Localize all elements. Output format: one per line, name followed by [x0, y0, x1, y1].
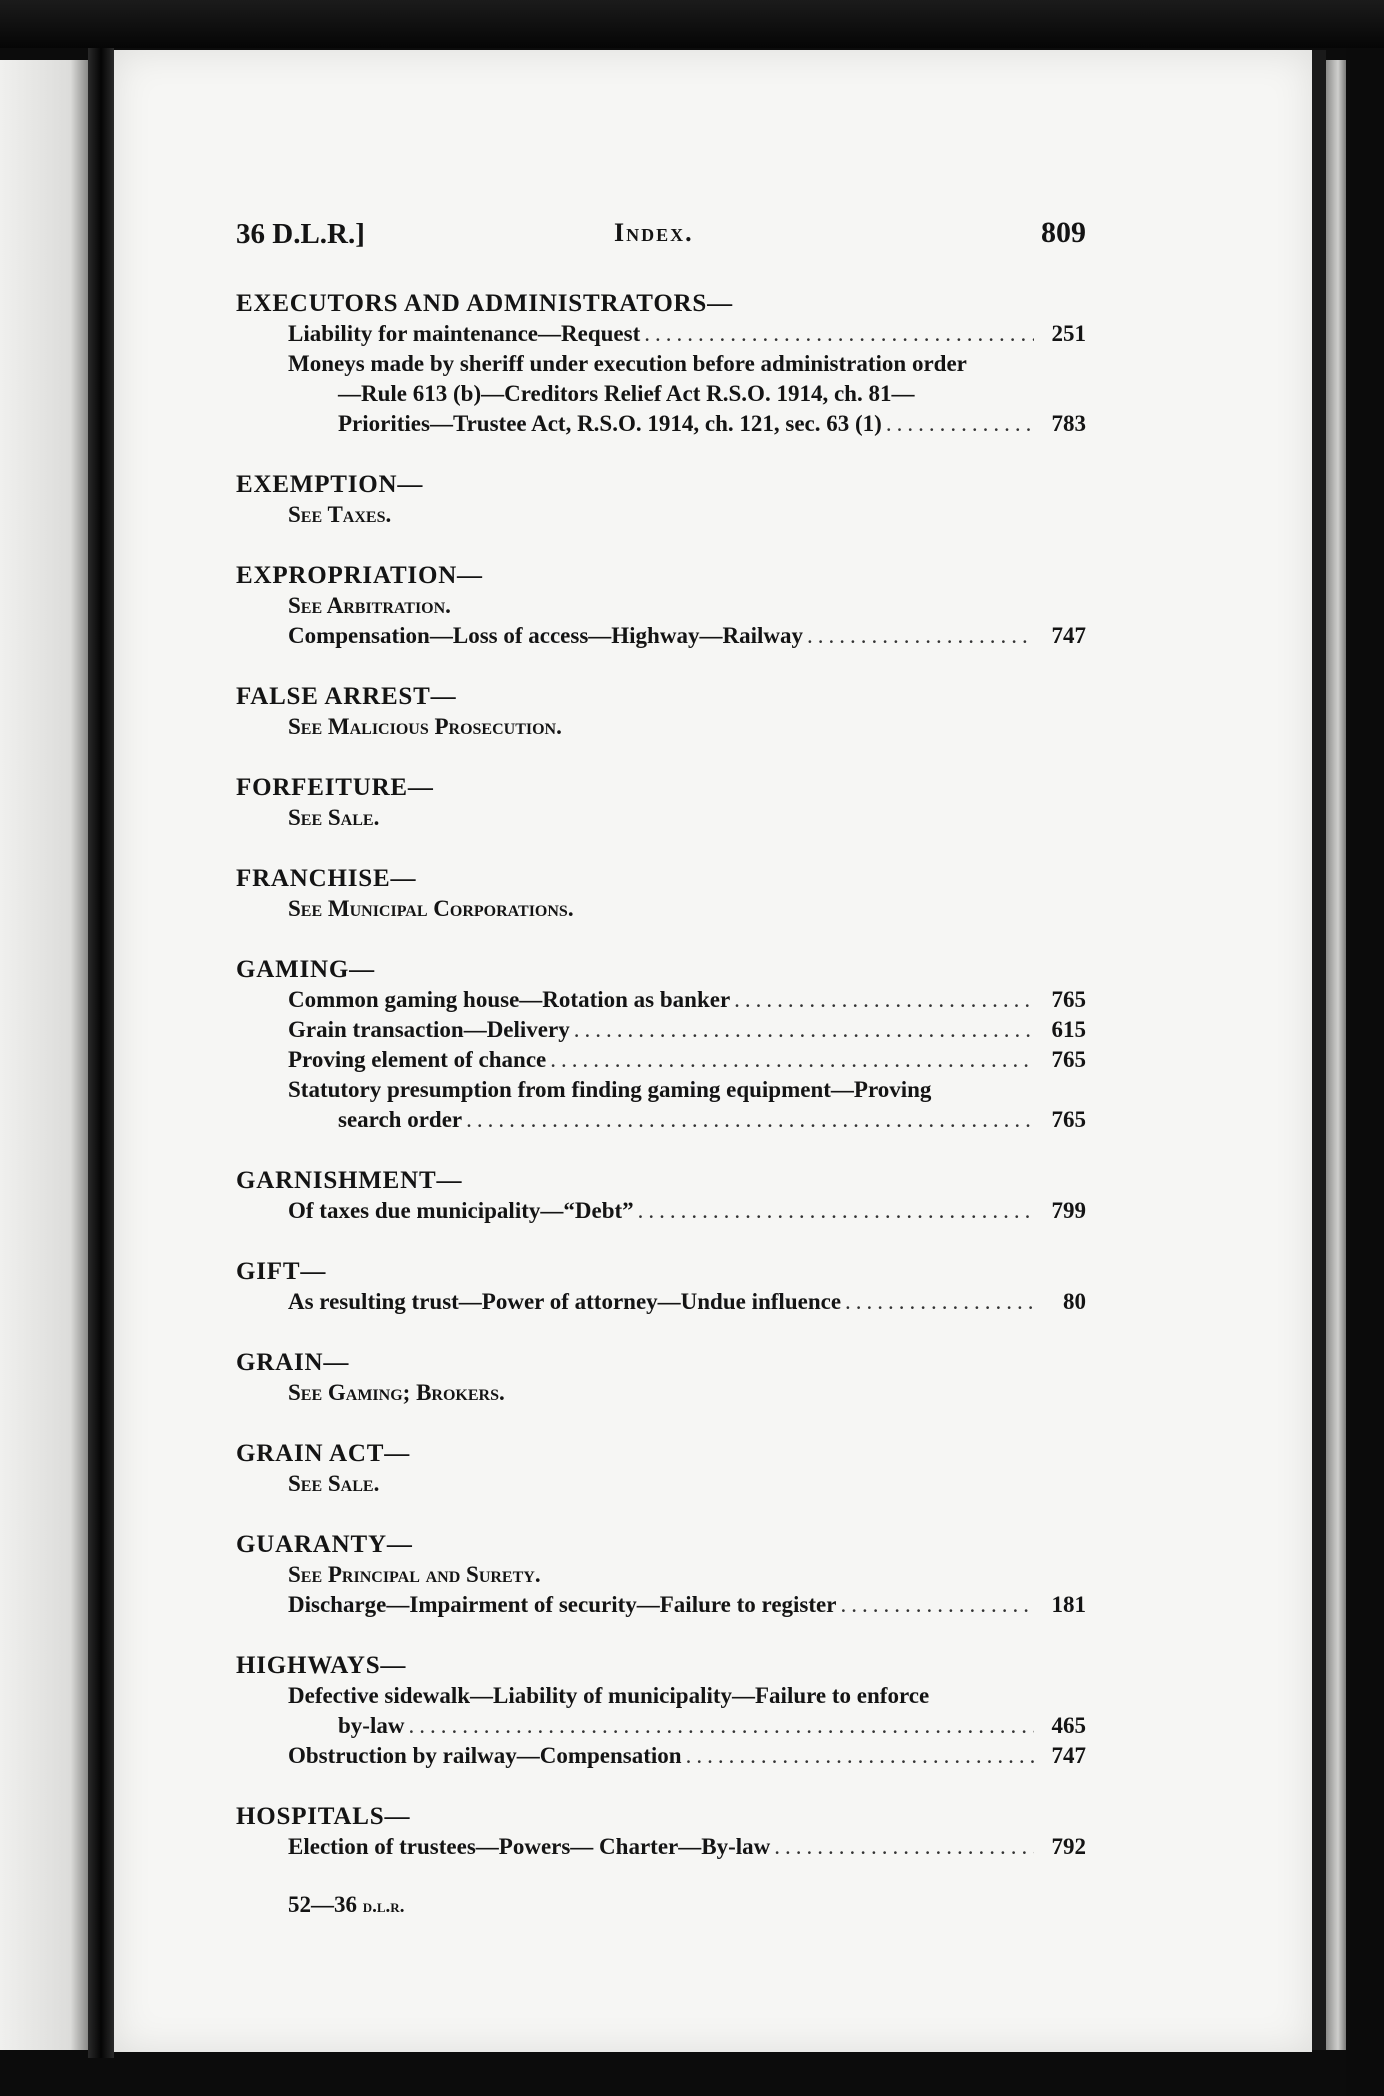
subentry-text: search order: [338, 1107, 463, 1132]
entry-heading: FRANCHISE—: [236, 865, 417, 892]
subentry: [236, 1045, 1086, 1075]
index-entry: [236, 772, 1086, 833]
subentry-page: 792: [1051, 1834, 1086, 1859]
signature-abbrev: d.l.r.: [362, 1896, 405, 1917]
entry-heading: GRAIN—: [236, 1349, 350, 1376]
dot-leader: [686, 1741, 1034, 1771]
index-entry: [236, 1438, 1086, 1499]
subentry-page: 765: [1051, 1047, 1086, 1072]
scan-background-right: [1346, 48, 1384, 2096]
subentry: [236, 985, 1086, 1015]
entry-heading: GIFT—: [236, 1258, 327, 1285]
subentry-text: Moneys made by sheriff under execution before administration order: [288, 351, 967, 376]
facing-page-edge: [0, 60, 88, 2050]
subentry-text: Defective sidewalk—Liability of municipality—Failure to enforce: [288, 1683, 930, 1708]
subentry-page: 765: [1051, 1107, 1086, 1132]
scan-background-top: [0, 0, 1384, 48]
entry-heading: EXPROPRIATION—: [236, 562, 483, 589]
volume-reference: 36 D.L.R.]: [236, 218, 365, 250]
subentry-page: 747: [1051, 623, 1086, 648]
subentry-page: 747: [1051, 1743, 1086, 1768]
index-entry: [236, 288, 1086, 439]
subentry-text: Common gaming house—Rotation as banker: [288, 987, 731, 1012]
dot-leader: [638, 1196, 1034, 1226]
index-entry: [236, 1801, 1086, 1862]
subentry: [236, 1196, 1086, 1226]
subentry-continuation: —Rule 613 (b)—Creditors Relief Act R.S.O. 1914, ch. 81—: [338, 381, 915, 406]
subentry-text: As resulting trust—Power of attorney—Undue influence: [288, 1289, 842, 1314]
dot-leader: [845, 1287, 1034, 1317]
subentry-text: Liability for maintenance—Request: [288, 321, 641, 346]
page-stack-edge: [1326, 60, 1346, 2050]
subentry-text: Discharge—Impairment of security—Failure to register: [288, 1592, 837, 1617]
index-entry: [236, 954, 1086, 1135]
subentry: [236, 1287, 1086, 1317]
cross-reference: See Sale.: [288, 805, 380, 830]
cross-reference: See Malicious Prosecution.: [288, 714, 562, 739]
subentry-text: Proving element of chance: [288, 1047, 547, 1072]
subentry: [236, 319, 1086, 349]
signature-number: 52—36: [288, 1892, 357, 1917]
cross-reference: See Principal and Surety.: [288, 1562, 541, 1587]
subentry-text: Priorities—Trustee Act, R.S.O. 1914, ch. 121, sec. 63 (1): [338, 411, 882, 436]
dot-leader: [408, 1711, 1034, 1741]
entry-heading: GAMING—: [236, 956, 375, 983]
page-edge-shadow: [1312, 50, 1326, 2050]
index-entry: [236, 1650, 1086, 1771]
index-entry: [236, 863, 1086, 924]
subentry: [236, 409, 1086, 439]
entry-heading: GARNISHMENT—: [236, 1167, 463, 1194]
subentry-text: Obstruction by railway—Compensation: [288, 1743, 682, 1768]
index-entry: [236, 469, 1086, 530]
cross-reference: See Arbitration.: [288, 593, 451, 618]
book-gutter: [88, 48, 114, 2058]
subentry-page: 251: [1051, 321, 1086, 346]
running-head: [236, 204, 1086, 264]
index-entry: [236, 681, 1086, 742]
index-entry: [236, 1347, 1086, 1408]
entry-heading: GUARANTY—: [236, 1531, 413, 1558]
subentry-text: by-law: [338, 1713, 405, 1738]
signature-mark: [288, 1892, 404, 1918]
subentry: [236, 1105, 1086, 1135]
subentry-text: Election of trustees—Powers— Charter—By-law: [288, 1834, 771, 1859]
index-entry: [236, 1529, 1086, 1620]
subentry-page: 799: [1051, 1198, 1086, 1223]
entry-heading: EXEMPTION—: [236, 471, 424, 498]
index-entry: [236, 1165, 1086, 1226]
cross-reference: See Sale.: [288, 1471, 380, 1496]
subentry-text: Statutory presumption from finding gaming equipment—Proving: [288, 1077, 932, 1102]
subentry: [236, 1590, 1086, 1620]
dot-leader: [550, 1045, 1034, 1075]
dot-leader: [734, 985, 1034, 1015]
index-entry: [236, 1256, 1086, 1317]
subentry-text: Compensation—Loss of access—Highway—Railway: [288, 623, 803, 648]
entry-heading: HOSPITALS—: [236, 1803, 411, 1830]
subentry: [236, 1832, 1086, 1862]
subentry-page: 181: [1051, 1592, 1086, 1617]
cross-reference: See Taxes.: [288, 502, 392, 527]
subentry-page: 80: [1063, 1289, 1086, 1314]
cross-reference: See Gaming; Brokers.: [288, 1380, 505, 1405]
subentry: [236, 1015, 1086, 1045]
dot-leader: [644, 319, 1034, 349]
dot-leader: [574, 1015, 1034, 1045]
cross-reference: See Municipal Corporations.: [288, 896, 574, 921]
dot-leader: [840, 1590, 1034, 1620]
entry-heading: HIGHWAYS—: [236, 1652, 407, 1679]
subentry-text: Grain transaction—Delivery: [288, 1017, 570, 1042]
entry-heading: FORFEITURE—: [236, 774, 434, 801]
page-title: Index.: [614, 218, 694, 247]
index-entry: [236, 560, 1086, 651]
page-content: [236, 204, 1086, 1892]
index-list: [236, 288, 1086, 1862]
entry-heading: FALSE ARREST—: [236, 683, 457, 710]
dot-leader: [466, 1105, 1034, 1135]
subentry-page: 465: [1051, 1713, 1086, 1738]
entry-heading: EXECUTORS AND ADMINISTRATORS—: [236, 290, 733, 317]
subentry-text: Of taxes due municipality—“Debt”: [288, 1198, 634, 1223]
subentry: [236, 1741, 1086, 1771]
subentry: [236, 621, 1086, 651]
page-number: 809: [1041, 216, 1086, 249]
dot-leader: [886, 409, 1034, 439]
subentry-page: 783: [1051, 411, 1086, 436]
subentry: [236, 1711, 1086, 1741]
dot-leader: [807, 621, 1034, 651]
entry-heading: GRAIN ACT—: [236, 1440, 410, 1467]
subentry-page: 765: [1051, 987, 1086, 1012]
subentry-page: 615: [1051, 1017, 1086, 1042]
dot-leader: [774, 1832, 1034, 1862]
